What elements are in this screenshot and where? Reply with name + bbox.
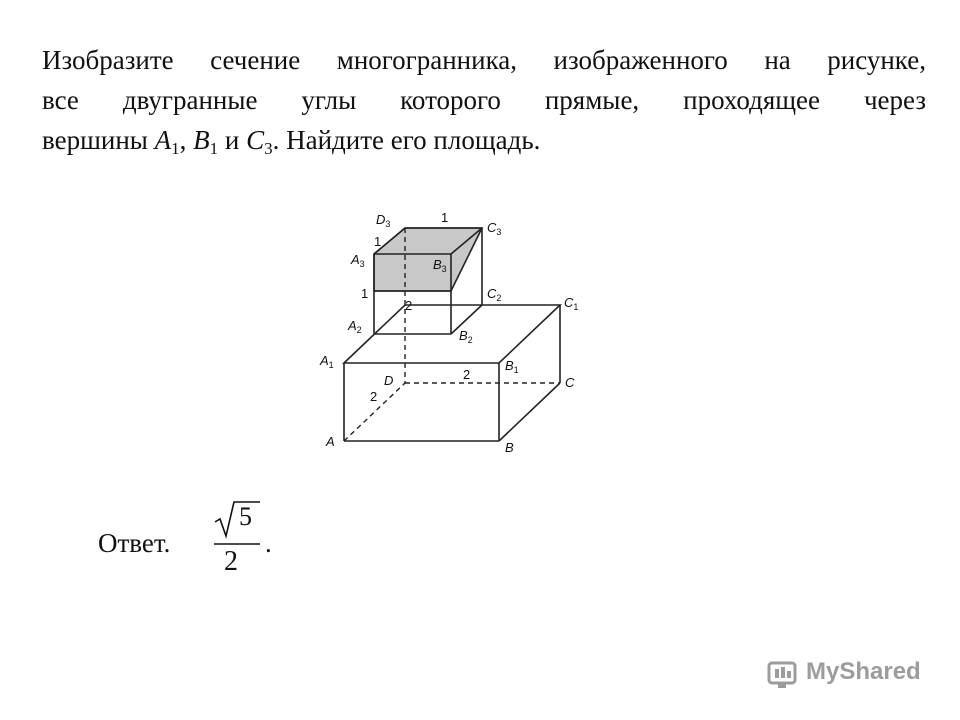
dim-left-upper: 1 — [374, 234, 382, 249]
dim-base-depth: 2 — [370, 389, 378, 404]
dim-top-edge: 1 — [441, 210, 449, 225]
section-polygon — [374, 228, 482, 291]
label-A2: $A_2$ — [348, 318, 362, 335]
dim-inner-height: 2 — [405, 298, 413, 313]
answer-period: . — [265, 528, 272, 558]
label-C: C — [565, 375, 575, 390]
label-A: A — [326, 434, 335, 449]
problem-line-3: вершины $A_1$, $B_1$ и $C_3$. Найдите его площадь. — [42, 125, 541, 158]
label-A3: $A_3$ — [351, 252, 365, 269]
label-C1: $C_1$ — [564, 295, 579, 312]
denominator: 2 — [224, 546, 238, 577]
dim-left-mid: 1 — [361, 286, 369, 301]
label-B: B — [505, 440, 514, 455]
answer-label: Ответ. — [98, 528, 171, 558]
label-A1: $A_1$ — [320, 353, 334, 370]
label-C2: $C_2$ — [487, 286, 502, 303]
dim-base-width: 2 — [463, 367, 471, 382]
problem-line-2: все двугранные углы которого прямые, проходящее через — [42, 85, 926, 115]
label-D: D — [384, 373, 394, 388]
problem-line-1: Изобразите сечение многогранника, изображенного на рисунке, — [42, 45, 926, 75]
myshared-logo-icon — [766, 657, 800, 691]
label-D3: $D_3$ — [376, 212, 391, 229]
label-B1: $B_1$ — [505, 358, 519, 375]
watermark-text: MyShared — [806, 658, 921, 685]
label-B3: $B_3$ — [433, 257, 447, 274]
label-B2: $B_2$ — [459, 328, 473, 345]
label-C3: $C_3$ — [487, 220, 502, 237]
radicand: 5 — [239, 502, 252, 531]
